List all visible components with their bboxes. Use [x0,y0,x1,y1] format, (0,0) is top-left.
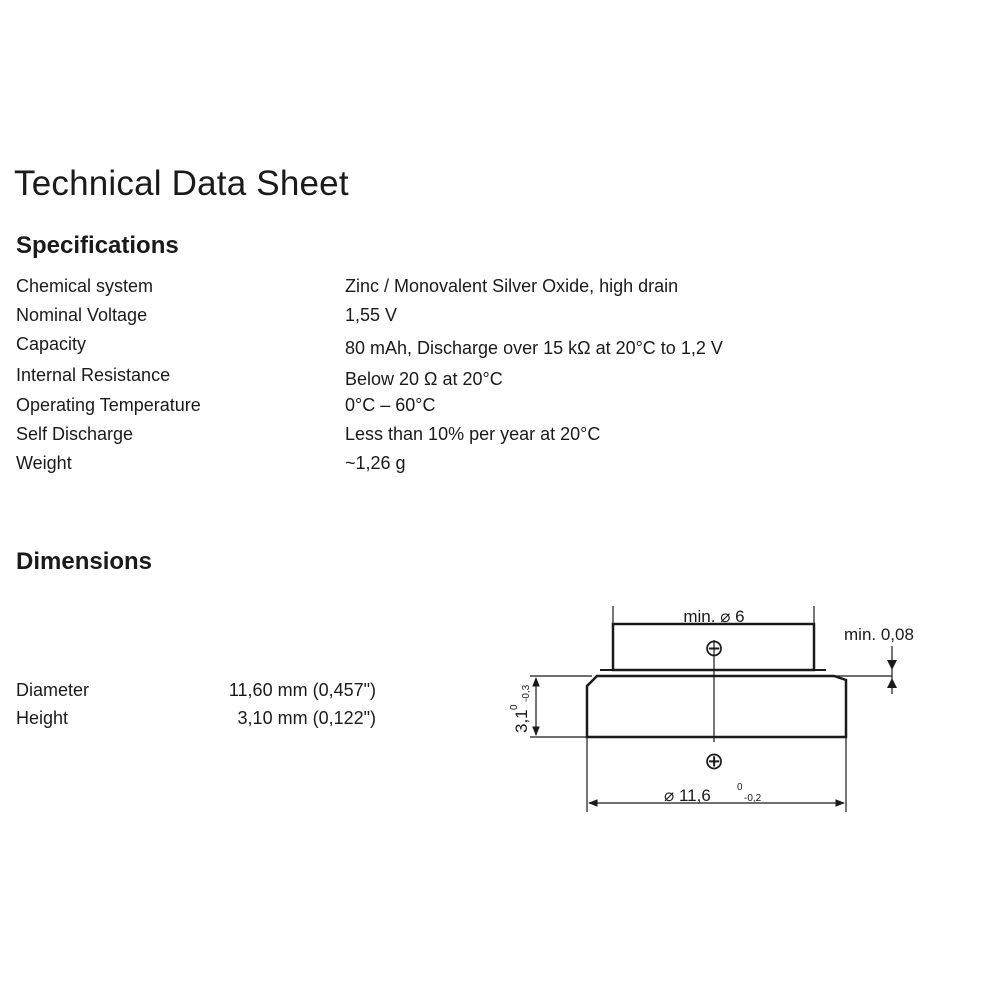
offset-label: min. 0,08 [844,625,914,644]
offset-arrow-top [887,660,897,670]
spec-value: Less than 10% per year at 20°C [345,424,601,444]
height-label: 3,1 [512,709,531,733]
page-title: Technical Data Sheet [14,164,349,203]
spec-value: ~1,26 g [345,453,406,473]
height-dimension-label-group [509,684,532,733]
spec-label: Operating Temperature [16,395,201,415]
spec-value: 1,55 V [345,305,398,325]
spec-label: Capacity [16,334,87,354]
top-width-label: min. ⌀ 6 [683,607,745,626]
spec-value: 0°C – 60°C [345,395,436,415]
diameter-tolerance-upper: 0 [737,782,743,793]
dim-value: 3,10 mm (0,122") [237,708,376,728]
diameter-tolerance-lower: -0,2 [744,793,762,804]
dimensions-heading: Dimensions [16,548,153,575]
spec-value: Zinc / Monovalent Silver Oxide, high drain [345,276,679,296]
spec-value: Below 20 Ω at 20°C [345,369,503,389]
height-tolerance-upper: 0 [509,704,520,710]
spec-label: Self Discharge [16,424,134,444]
specifications-heading: Specifications [16,232,179,259]
spec-label: Weight [16,453,72,473]
dim-value: 11,60 mm (0,457") [228,680,376,700]
spec-label: Chemical system [16,276,154,296]
spec-value: 80 mAh, Discharge over 15 kΩ at 20°C to 1,2 V [345,338,723,358]
negative-terminal-icon: ⊖ [703,635,725,662]
dim-label: Height [16,708,69,728]
height-tolerance-lower: -0,3 [521,684,532,702]
positive-terminal-icon: ⊕ [703,748,725,775]
spec-label: Nominal Voltage [16,305,148,325]
offset-arrow-bottom [887,678,897,688]
battery-body-outline [587,676,846,737]
diameter-label: ⌀ 11,6 [664,786,711,805]
spec-label: Internal Resistance [16,365,171,385]
dim-label: Diameter [16,680,90,700]
